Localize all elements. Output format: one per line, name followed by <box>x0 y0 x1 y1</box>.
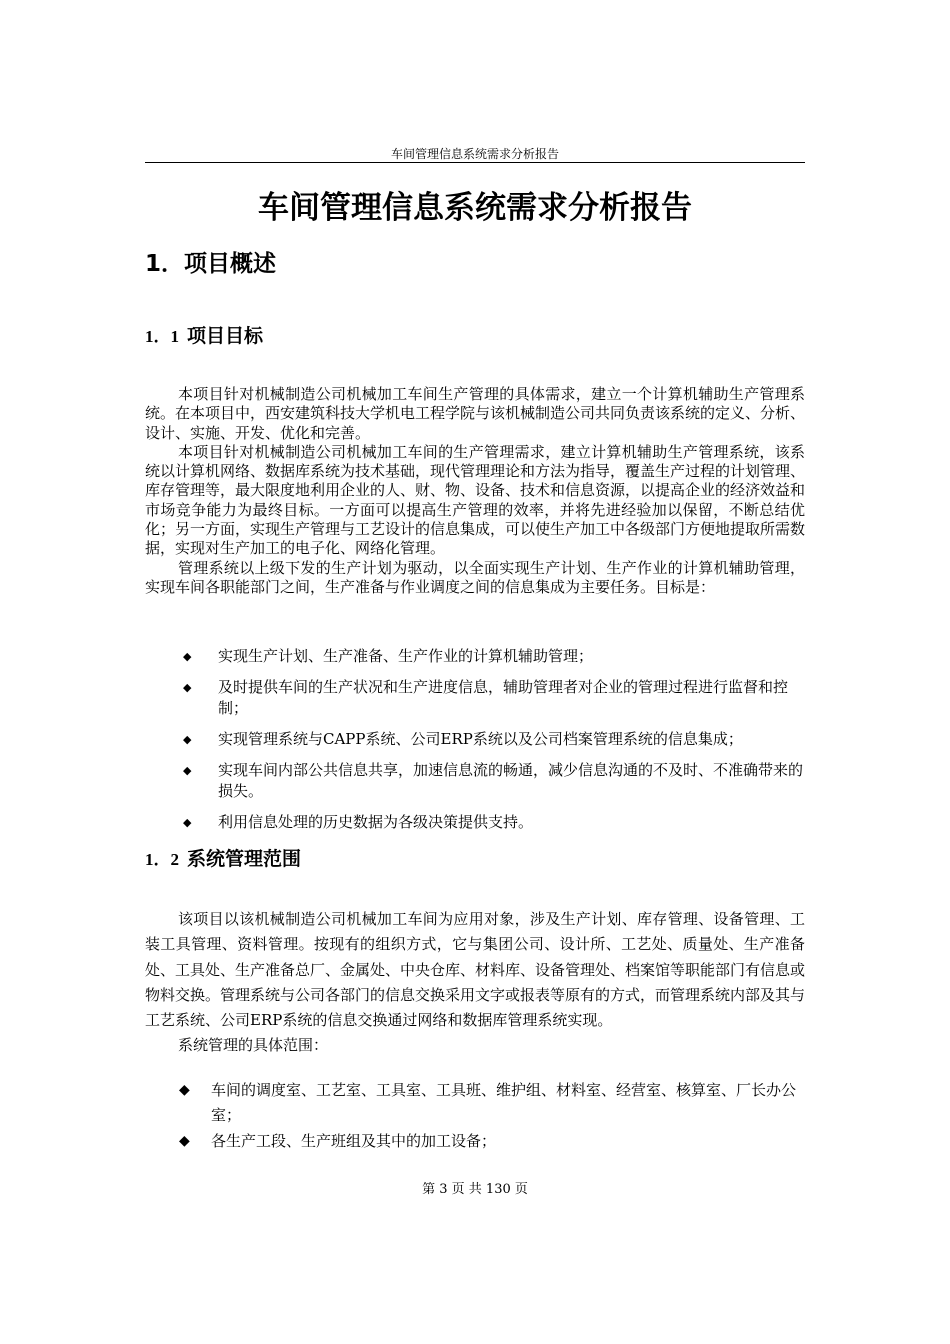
section-heading-1-2 <box>145 844 301 875</box>
objectives-list <box>145 646 805 833</box>
list-item <box>145 646 805 667</box>
list-item <box>145 677 805 719</box>
diamond-bullet-icon: ◆ <box>183 650 192 663</box>
paragraph: 系统管理的具体范围： <box>178 1036 329 1055</box>
diamond-bullet-icon: ◆ <box>179 1082 190 1098</box>
list-item-text: 实现车间内部公共信息共享，加速信息流的畅通，减少信息沟通的不及时、不准确带来的损失。 <box>218 761 804 800</box>
section-number: 1．1 <box>145 327 179 346</box>
list-item-text: 车间的调度室、工艺室、工具室、工具班、维护组、材料室、经营室、核算室、厂长办公室； <box>211 1081 797 1125</box>
section-1-2-body <box>145 907 805 1059</box>
running-header: 车间管理信息系统需求分析报告 <box>390 147 559 161</box>
paragraph: 本项目针对机械制造公司机械加工车间生产管理的具体需求，建立一个计算机辅助生产管理系统。在本项目中，西安建筑科技大学机电工程学院与该机械制造公司共同负责该系统的定义、分析、设计、实施、开发、优化和完善。 <box>145 385 806 442</box>
section-1-1-body <box>145 385 805 597</box>
paragraph: 管理系统以上级下发的生产计划为驱动，以全面实现生产计划、生产作业的计算机辅助管理，实现车间各职能部门之间，生产准备与作业调度之间的信息集成为主要任务。目标是： <box>145 558 805 596</box>
section-number: 1．2 <box>145 850 179 869</box>
list-item-text: 利用信息处理的历史数据为各级决策提供支持。 <box>218 813 534 831</box>
header-rule <box>145 162 805 163</box>
section-heading-1: 1．项目概述 <box>145 251 277 277</box>
scope-list <box>145 1078 805 1154</box>
list-item <box>145 760 805 802</box>
list-item-text: 及时提供车间的生产状况和生产进度信息，辅助管理者对企业的管理过程进行监督和控制； <box>218 678 789 717</box>
diamond-bullet-icon: ◆ <box>183 816 192 829</box>
diamond-bullet-icon: ◆ <box>183 681 192 694</box>
page-footer: 第 3 页 共 130 页 <box>422 1182 528 1197</box>
diamond-bullet-icon: ◆ <box>183 733 192 746</box>
list-item-text: 实现生产计划、生产准备、生产作业的计算机辅助管理； <box>218 647 594 665</box>
list-item-text: 实现管理系统与CAPP系统、公司ERP系统以及公司档案管理系统的信息集成； <box>218 730 743 748</box>
section-title: 系统管理范围 <box>187 848 302 870</box>
paragraph: 本项目针对机械制造公司机械加工车间的生产管理需求，建立计算机辅助生产管理系统，该系统以计算机网络、数据库系统为技术基础，现代管理理论和方法为指导，覆盖生产过程的计划管理、库存管理等，最大限度地利用企业的人、财、物、设备、技术和信息资源，以提高企业的经济效益和市场竞争能力为最终目标。一方面可以提高生产管理的效率，并将先进经验加以保留，不断总结优化；另一方面，实现生产管理与工艺设计的信息集成，可以使生产加工中各级部门方便地提取所需数据，实现对生产加工的电子化、网络化管理。 <box>145 442 806 558</box>
list-item-text: 各生产工段、生产班组及其中的加工设备； <box>211 1131 497 1150</box>
list-item <box>145 729 805 750</box>
list-item <box>145 1078 805 1129</box>
section-heading-1-1 <box>145 321 263 352</box>
paragraph: 该项目以该机械制造公司机械加工车间为应用对象，涉及生产计划、库存管理、设备管理、工装工具管理、资料管理。按现有的组织方式，它与集团公司、设计所、工艺处、质量处、生产准备处、工具处、生产准备总厂、金属处、中央仓库、材料库、设备管理处、档案馆等职能部门有信息或物料交换。管理系统与公司各部门的信息交换采用文字或报表等原有的方式，而管理系统内部及其与工艺系统、公司ERP系统的信息交换通过网络和数据库管理系统实现。 <box>145 910 806 1030</box>
list-item <box>145 1129 805 1154</box>
list-item <box>145 812 805 833</box>
document-title: 车间管理信息系统需求分析报告 <box>258 190 692 226</box>
diamond-bullet-icon: ◆ <box>179 1132 190 1149</box>
section-title: 项目目标 <box>187 325 264 347</box>
diamond-bullet-icon: ◆ <box>183 764 192 777</box>
